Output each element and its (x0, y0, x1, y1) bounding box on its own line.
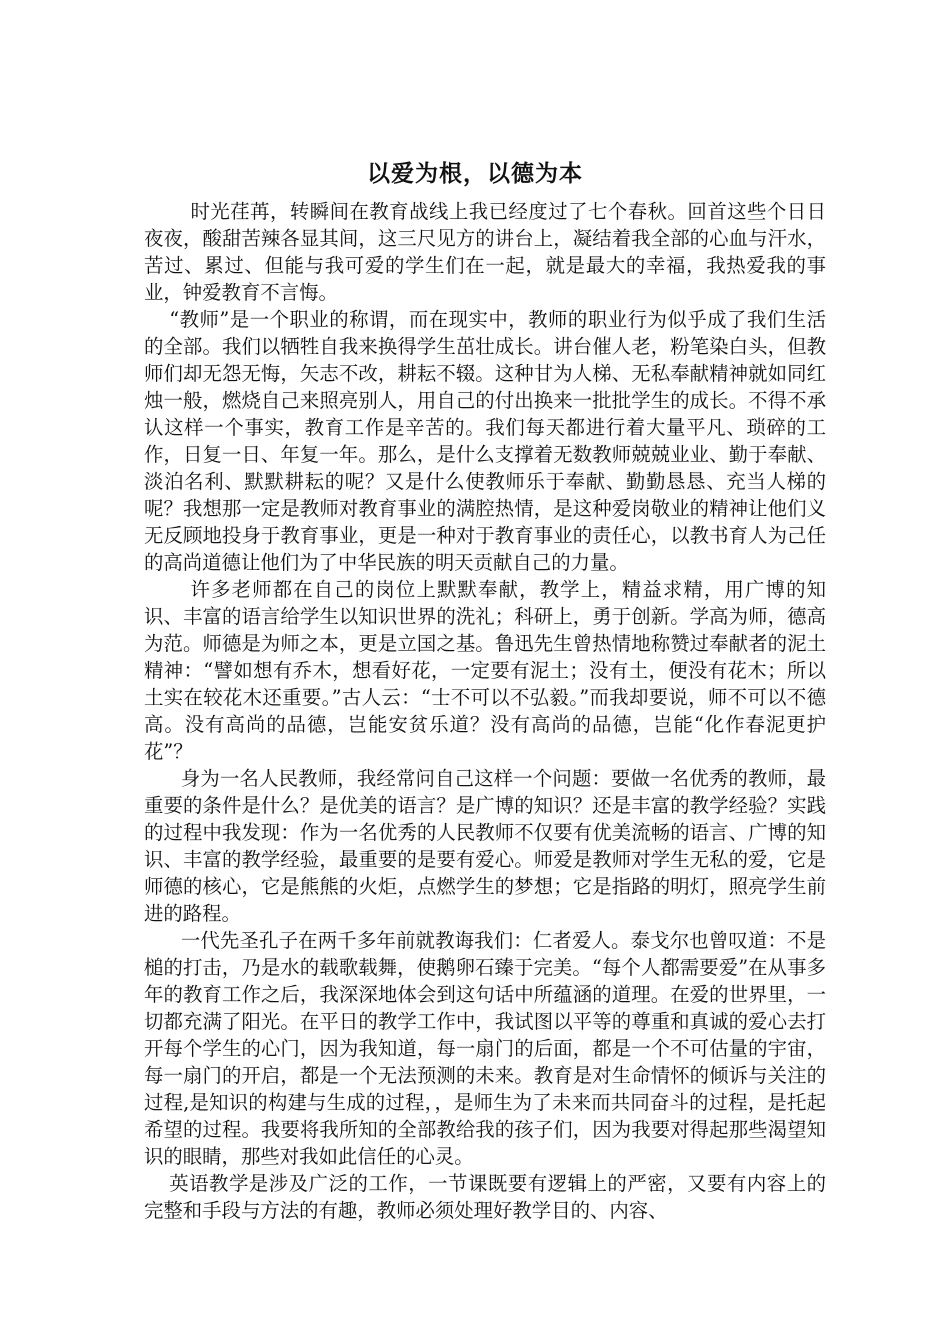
paragraph-2: “教师”是一个职业的称谓，而在现实中，教师的职业行为似乎成了我们生活的全部。我们以牺牲自我来换得学生茁壮成长。讲台催人老，粉笔染白头，但教师们却无怨无悔，矢志不改，耕耘不辍。这种甘为人梯、无私奉献精神就如同红烛一般，燃烧自己来照亮别人，用自己的付出换来一批批学生的成长。不得不承认这样一个事实，教育工作是辛苦的。我们每天都进行着大量平凡、琐碎的工作，日复一日、年复一年。那么，是什么支撑着无数教师兢兢业业、勤于奉献、淡泊名利、默默耕耘的呢？又是什么使教师乐于奉献、勤勤恳恳、充当人梯的呢？我想那一定是教师对教育事业的满腔热情，是这种爱岗敬业的精神让他们义无反顾地投身于教育事业，更是一种对于教育事业的责任心，以教书育人为己任的高尚道德让他们为了中华民族的明天贡献自己的力量。 (144, 308, 826, 574)
paragraph-5: 一代先圣孔子在两千多年前就教诲我们：仁者爱人。泰戈尔也曾叹道：不是槌的打击，乃是水的载歌载舞，使鹅卵石臻于完美。“每个人都需要爱”在从事多年的教育工作之后，我深深地体会到这句话中所蕴涵的道理。在爱的世界里，一切都充满了阳光。在平日的教学工作中，我试图以平等的尊重和真诚的爱心去打开每个学生的心门，因为我知道，每一扇门的后面，都是一个不可估量的宇宙，每一扇门的开启，都是一个无法预测的未来。教育是对生命情怀的倾诉与关注的过程,是知识的构建与生成的过程，，是师生为了未来而共同奋斗的过程，是托起希望的过程。我要将我所知的全部教给我的孩子们，因为我要对得起那些渴望知识的眼睛，那些对我如此信任的心灵。 (144, 929, 826, 1168)
paragraph-4: 身为一名人民教师，我经常问自己这样一个问题：要做一名优秀的教师，最重要的条件是什么？是优美的语言？是广博的知识？还是丰富的教学经验？实践的过程中我发现：作为一名优秀的人民教师不仅要有优美流畅的语言、广博的知识、丰富的教学经验，最重要的是要有爱心。师爱是教师对学生无私的爱，它是师德的核心，它是熊熊的火炬，点燃学生的梦想；它是指路的明灯，照亮学生前进的路程。 (144, 767, 826, 925)
document-body (144, 198, 826, 1224)
document-title: 以爱为根，以德为本 (367, 161, 583, 187)
paragraph-1: 时光荏苒，转瞬间在教育战线上我已经度过了七个春秋。回首这些个日日夜夜，酸甜苦辣各显其间，这三尺见方的讲台上，凝结着我全部的心血与汗水，苦过、累过、但能与我可爱的学生们在一起，就是最大的幸福，我热爱我的事业，钟爱教育不言悔。 (144, 200, 826, 304)
paragraph-6: 英语教学是涉及广泛的工作，一节课既要有逻辑上的严密，又要有内容上的完整和手段与方法的有趣，教师必须处理好教学目的、内容、 (144, 1172, 826, 1222)
paragraph-3: 许多老师都在自己的岗位上默默奉献，教学上，精益求精，用广博的知识、丰富的语言给学生以知识世界的洗礼；科研上，勇于创新。学高为师，德高为范。师德是为师之本，更是立国之基。鲁迅先生曾热情地称赞过奉献者的泥土精神：“譬如想有乔木，想看好花，一定要有泥土；没有土，便没有花木；所以土实在较花木还重要。”古人云：“士不可以不弘毅。”而我却要说，师不可以不德高。没有高尚的品德，岂能安贫乐道？没有高尚的品德，岂能“化作春泥更护花”？ (144, 578, 826, 763)
